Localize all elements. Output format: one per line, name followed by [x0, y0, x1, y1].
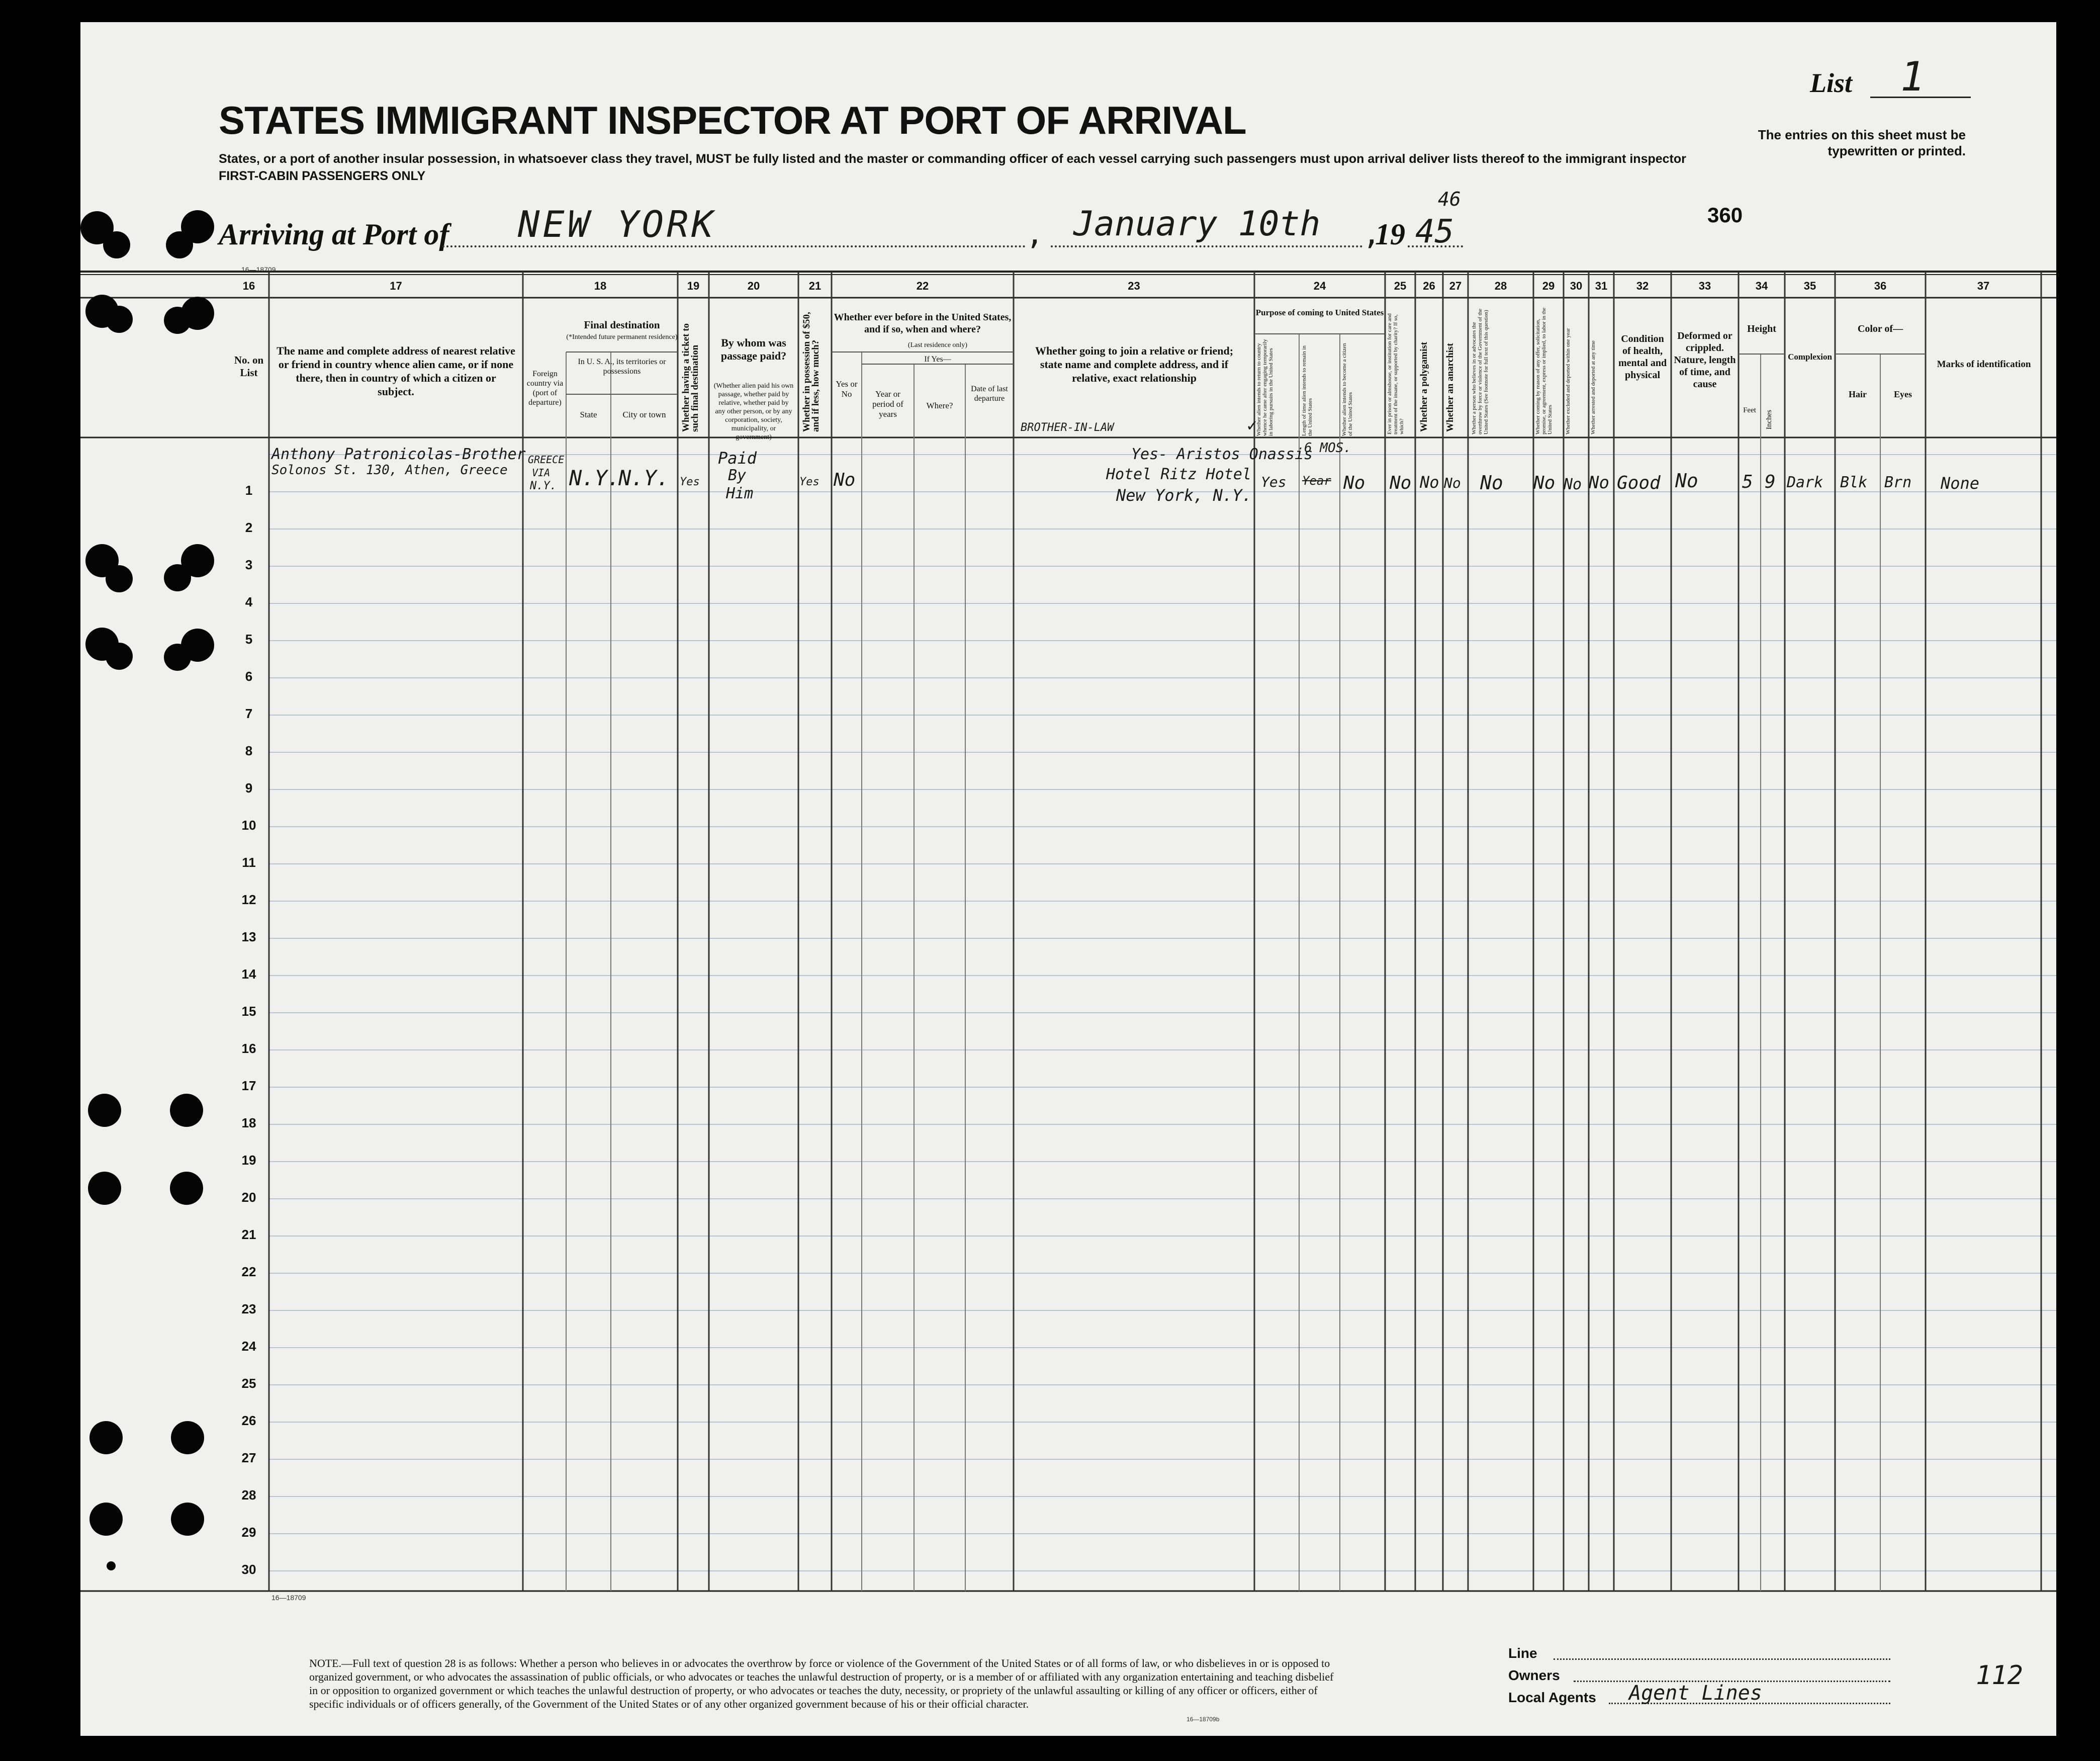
entry-anarchist: No: [1444, 475, 1461, 491]
entry-ticket: Yes: [680, 476, 700, 488]
row-number: 29: [241, 1525, 256, 1540]
header-ticket: Whether having a ticket to such final destination: [681, 323, 700, 432]
footnote-question-28: NOTE.—Full text of question 28 is as follows: Whether a person who believes in or advocates the overthrow by force or violence of the Government of the United States or of all forms of law, or who disbelieves in or is opposed to organized government, or who advocates the assassination of public officials, or who advocates or teaches the unlawful destruction of property, or is a member of or affiliated with any organization entertaining and teaching disbelief in or opposition to organized government or which teaches the unlawful destruction of property, or who advocates or teaches the duty, necessity, or propriety of the unlawful assaulting or killing of any officer or officers, either of specific individuals or of officers generally, of the Government of the United States or of any other organized government because of his or their official character.: [309, 1657, 1334, 1710]
header-in-usa: In U. S. A., its territories or possessions: [578, 358, 666, 376]
row-number: 14: [241, 966, 256, 982]
punch-hole-icon: [107, 1561, 116, 1570]
col-number-25: 25: [1394, 280, 1407, 292]
entry-overthrow: No: [1480, 472, 1503, 494]
header-nearest-relative: The name and complete address of nearest relative or friend in country whence alien came, or if none there, then in country of which a citizen or subject.: [277, 344, 515, 398]
col-number-22: 22: [916, 280, 929, 292]
entry-hair: Blk: [1840, 474, 1868, 491]
list-label: List: [1810, 68, 1853, 98]
header-state: State: [580, 410, 597, 419]
header-final-destination-note: (*Intended future permanent residence): [566, 333, 678, 341]
entry-eyes: Brn: [1884, 474, 1912, 491]
header-no-on-list: No. on List: [234, 354, 264, 379]
check-mark: ✓: [1247, 415, 1257, 435]
entry-join-city: New York, N.Y.: [1116, 486, 1252, 505]
header-ever-before-note: (Last residence only): [907, 341, 968, 349]
list-number: 1: [1900, 53, 1925, 100]
agents-label: Local Agents: [1508, 1690, 1596, 1705]
col-number-34: 34: [1755, 280, 1768, 292]
entry-polygamist: No: [1420, 473, 1439, 492]
entry-marks: None: [1941, 474, 1980, 493]
col-number-21: 21: [808, 280, 821, 292]
header-fifty-dollars: Whether in possession of $50, and if less, how much?: [801, 312, 821, 432]
entry-return: Yes: [1261, 474, 1287, 490]
entry-paid-2: By: [728, 467, 747, 484]
entry-relative-address: Solonos St. 130, Athen, Greece: [271, 463, 508, 478]
punch-hole-icon: [181, 297, 214, 330]
col-number-31: 31: [1595, 280, 1608, 292]
row-number: 17: [241, 1078, 256, 1093]
row-number: 21: [241, 1227, 256, 1242]
col-number-18: 18: [594, 280, 607, 292]
owners-label: Owners: [1508, 1667, 1560, 1683]
header-arrested: Whether arrested and deported at any time: [1590, 340, 1596, 434]
header-marks: Marks of identification: [1937, 359, 2031, 370]
header-excluded: Whether excluded and deported within one year: [1565, 328, 1571, 434]
header-year-period: Year or period of years: [872, 389, 903, 419]
row-number: 3: [245, 557, 253, 572]
page-title: STATES IMMIGRANT INSPECTOR AT PORT OF ARRIVAL: [219, 98, 1246, 142]
form-code-top: 16—18709: [241, 266, 276, 274]
entry-state: N.Y.: [569, 466, 620, 490]
arriving-label: Arriving at Port of: [219, 218, 449, 251]
punch-hole-icon: [171, 1503, 204, 1536]
row-number: 10: [241, 818, 256, 833]
manifest-sheet: [80, 22, 2056, 1736]
row-number: 12: [241, 892, 256, 907]
header-inches: Inches: [1765, 409, 1773, 429]
col-number-20: 20: [747, 280, 760, 292]
entry-length-of-stay: 6 MOS.: [1304, 441, 1351, 456]
header-intends-return: Whether alien intends to return to country whence he came after engaging temporarily in laboring pursuits in the United States: [1256, 339, 1274, 436]
entry-join-name: Yes- Aristos Onassis: [1131, 446, 1313, 463]
col-number-35: 35: [1803, 280, 1816, 292]
comma-mark: ,: [1026, 216, 1044, 251]
line-field: [1554, 1658, 1890, 1660]
col-number-33: 33: [1698, 280, 1711, 292]
entry-feet: 5: [1742, 472, 1753, 492]
entry-arrested: No: [1589, 473, 1609, 493]
entry-fifty: Yes: [799, 476, 819, 488]
entry-join-hotel: Hotel Ritz Hotel: [1106, 466, 1251, 483]
entry-foreign-port: N.Y.: [530, 480, 557, 492]
punch-hole-icon: [171, 1421, 204, 1454]
row-number: 28: [241, 1487, 256, 1503]
header-passage-paid: By whom was passage paid?: [720, 336, 787, 362]
entry-foreign-via: VIA: [532, 467, 551, 479]
first-cabin-label: FIRST-CABIN PASSENGERS ONLY: [219, 169, 426, 183]
col-number-30: 30: [1570, 280, 1583, 292]
entry-paid-1: Paid: [718, 449, 757, 468]
header-height: Height: [1747, 323, 1776, 334]
col-number-29: 29: [1542, 280, 1555, 292]
punch-hole-icon: [106, 306, 133, 333]
punch-hole-icon: [181, 544, 214, 577]
row-number: 26: [241, 1413, 256, 1428]
header-length-of-time: Length of time alien intends to remain in the United States: [1301, 345, 1313, 436]
punch-hole-icon: [170, 1172, 203, 1205]
header-passage-paid-note: (Whether alien paid his own passage, whether paid by relative, whether paid by any other person, or by any corporation, society, municipality, or government): [713, 382, 794, 441]
row-number: 30: [241, 1562, 256, 1577]
row-number: 20: [241, 1190, 256, 1205]
entry-prison: No: [1390, 473, 1412, 493]
row-number: 4: [245, 594, 253, 609]
punch-hole-icon: [181, 210, 214, 243]
row-number: 5: [245, 632, 253, 647]
row-number: 8: [245, 743, 253, 758]
date-value: January 10th: [1073, 204, 1321, 244]
line-label: Line: [1508, 1645, 1537, 1661]
col-number-24: 24: [1313, 280, 1326, 292]
header-going-to-join: Whether going to join a relative or friend; state name and complete address, and if relative, exact relationship: [1035, 344, 1234, 384]
instructions-text: States, or a port of another insular possession, in whatsoever class they travel, MUST be fully listed and the master or commanding officer of each vessel carrying such passengers must upon arrival deliver lists thereof to the immigrant inspector: [219, 152, 1686, 166]
entry-health: Good: [1617, 473, 1661, 493]
port-value: NEW YORK: [518, 203, 716, 245]
col-number-32: 32: [1636, 280, 1649, 292]
entry-length-struck: Year: [1302, 474, 1331, 488]
year-printed: 19: [1375, 218, 1405, 251]
punch-hole-icon: [103, 231, 130, 258]
entry-labor-offer: No: [1533, 473, 1556, 493]
row-number: 22: [241, 1264, 256, 1279]
header-feet: Feet: [1743, 406, 1756, 414]
entry-foreign-country: GREECE: [528, 454, 565, 466]
punch-hole-icon: [170, 1094, 203, 1127]
col-number-28: 28: [1494, 280, 1507, 292]
punch-hole-icon: [106, 643, 133, 670]
header-eyes: Eyes: [1894, 389, 1912, 399]
row-number: 6: [245, 669, 253, 684]
col-number-23: 23: [1128, 280, 1140, 292]
header-prison: Ever in prison or almshouse, or institution for care and treatment of the insane, or supported by charity? If so, which?: [1387, 313, 1405, 434]
sub-column-rules: [566, 334, 1880, 1591]
header-final-destination: Final destination: [584, 319, 660, 331]
header-anarchist: Whether an anarchist: [1445, 343, 1455, 432]
entry-relative-name: Anthony Patronicolas-Brother: [271, 446, 526, 463]
entry-relationship: BROTHER-IN-LAW: [1021, 421, 1114, 434]
row-number: 13: [241, 929, 256, 944]
header-overthrow: Whether a person who believes in or advocates the overthrow by force or violence of the Government of the United States (See footnote for full text of this question): [1471, 308, 1489, 434]
typed-note: The entries on this sheet must be typewritten or printed.: [1758, 127, 1966, 158]
col-number-17: 17: [390, 280, 402, 292]
row-number: 19: [241, 1153, 256, 1168]
header-complexion: Complexion: [1788, 352, 1832, 362]
form-code-bottom: 16—18709: [271, 1594, 306, 1602]
punch-hole-icon: [88, 1094, 121, 1127]
entry-excluded: No: [1564, 476, 1582, 493]
col-number-37: 37: [1977, 280, 1990, 292]
entry-city: N.Y.: [618, 466, 670, 490]
header-city: City or town: [622, 410, 666, 419]
margin-mark: 112: [1976, 1660, 2023, 1691]
header-polygamist: Whether a polygamist: [1419, 341, 1429, 432]
form-code-note: 16—18709b: [1186, 1716, 1220, 1723]
header-hair: Hair: [1849, 389, 1867, 399]
comma-mark-2: ,: [1362, 216, 1381, 251]
row-number: 25: [241, 1376, 256, 1391]
row-number: 23: [241, 1301, 256, 1316]
row-number: 1: [245, 483, 253, 498]
header-if-yes: If Yes—: [924, 355, 951, 364]
entry-before: No: [834, 470, 856, 490]
header-labor-offer: Whether coming by reason of any offer, solicitation, promise, or agreement, express or implied, to labor in the United States: [1535, 307, 1553, 434]
col-number-16: 16: [242, 280, 255, 292]
agents-value: Agent Lines: [1629, 1682, 1762, 1705]
header-health: Condition of health, mental and physical: [1618, 333, 1667, 381]
header-date-last-departure: Date of last departure: [971, 385, 1008, 403]
punch-hole-icon: [106, 565, 133, 592]
row-number: 2: [245, 520, 253, 535]
header-purpose: Purpose of coming to United States: [1255, 308, 1384, 317]
entry-deformed: No: [1675, 470, 1698, 492]
col-number-26: 26: [1423, 280, 1435, 292]
year-written: 45: [1415, 213, 1454, 250]
row-number: 7: [245, 706, 253, 721]
header-ever-before: Whether ever before in the United States, and if so, when and where?: [834, 312, 1012, 335]
punch-hole-icon: [89, 1503, 123, 1536]
entry-paid-3: Him: [726, 485, 754, 502]
header-color-of: Color of—: [1857, 323, 1903, 334]
entry-citizen: No: [1343, 473, 1365, 493]
printed-number: 360: [1707, 203, 1743, 227]
row-number: 15: [241, 1004, 256, 1019]
header-where: Where?: [926, 401, 953, 410]
row-number: 18: [241, 1115, 256, 1130]
header-foreign-country: Foreign country via (port of departure): [526, 370, 564, 407]
punch-hole-icon: [181, 629, 214, 662]
col-number-27: 27: [1449, 280, 1462, 292]
entry-inches: 9: [1765, 472, 1776, 492]
year-correction: 46: [1438, 188, 1461, 210]
header-deformed: Deformed or crippled. Nature, length of time, and cause: [1674, 330, 1736, 390]
row-lines: [269, 492, 2056, 1571]
header-yes-or-no: Yes or No: [836, 379, 858, 399]
entry-complexion: Dark: [1787, 474, 1823, 491]
col-number-36: 36: [1874, 280, 1887, 292]
punch-hole-icon: [89, 1421, 123, 1454]
col-number-19: 19: [687, 280, 700, 292]
row-number: 9: [245, 780, 253, 796]
row-number: 16: [241, 1041, 256, 1056]
header-become-citizen: Whether alien intends to become a citizen of the United States: [1341, 343, 1353, 436]
row-number: 24: [241, 1339, 256, 1354]
punch-hole-icon: [88, 1172, 121, 1205]
row-number: 11: [242, 855, 256, 870]
row-number: 27: [241, 1450, 256, 1465]
